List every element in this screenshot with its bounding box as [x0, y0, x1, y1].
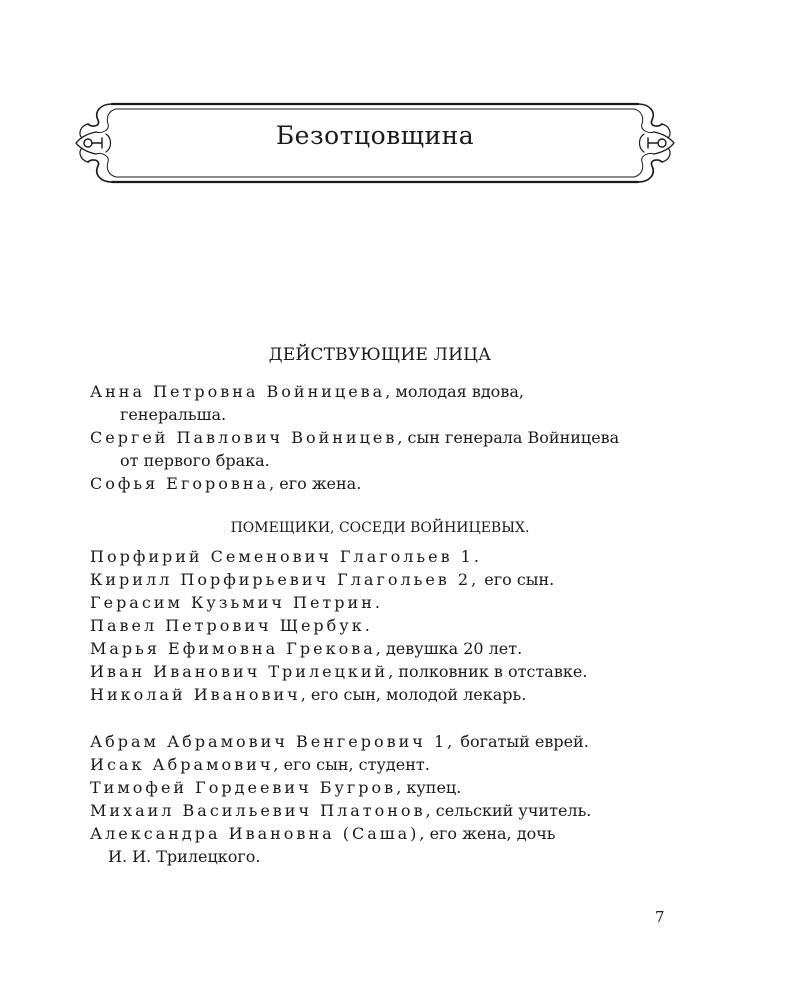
- character-name: Николай Иванович: [90, 685, 301, 704]
- list-item: [90, 637, 690, 660]
- character-desc: , его жена.: [269, 474, 362, 493]
- character-name: Михаил Васильевич Платонов: [90, 801, 426, 820]
- page-number: 7: [655, 908, 665, 926]
- list-item: [90, 545, 690, 568]
- character-desc-cont: И. И. Трилецкого.: [108, 847, 261, 866]
- character-desc: , его сын, молодой лекарь.: [300, 685, 527, 704]
- list-item: [90, 730, 690, 753]
- group-heading: ПОМЕЩИКИ, СОСЕДИ ВОЙНИЦЕВЫХ.: [230, 520, 530, 536]
- landowners-list: [90, 545, 690, 706]
- character-name: Герасим Кузьмич Петрин.: [90, 593, 383, 612]
- character-desc: , сын генерала Войницева: [397, 428, 620, 447]
- character-name: Иван Иванович Трилецкий: [90, 662, 389, 681]
- character-desc: богатый еврей.: [455, 732, 589, 751]
- list-item: [90, 568, 690, 591]
- character-desc-cont: генеральша.: [120, 405, 227, 424]
- list-item: [90, 614, 690, 637]
- character-name: Порфирий Семенович Глагольев 1.: [90, 547, 482, 566]
- list-item: [90, 591, 690, 614]
- list-item: [90, 426, 690, 472]
- character-name: Тимофей Гордеевич Бугров: [90, 778, 397, 797]
- list-item: [90, 799, 690, 822]
- character-name: Марья Ефимовна Грекова: [90, 639, 376, 658]
- character-name: Сергей Павлович Войницев: [90, 428, 398, 447]
- character-desc: , сельский учитель.: [425, 801, 592, 820]
- character-desc: , его жена, дочь: [419, 824, 556, 843]
- character-name: Павел Петрович Щербук.: [90, 616, 373, 635]
- character-name: Софья Егоровна: [90, 474, 270, 493]
- character-name: Анна Петровна Войницева: [90, 382, 386, 401]
- character-name: Александра Ивановна (Саша): [90, 824, 420, 843]
- character-desc-cont: от первого брака.: [120, 451, 270, 470]
- title-frame: [72, 98, 678, 188]
- character-name: Кирилл Порфирьевич Глагольев 2,: [90, 570, 480, 589]
- character-desc: , его сын, студент.: [273, 755, 430, 774]
- list-item: [90, 380, 690, 426]
- cast-heading: ДЕЙСТВУЮЩИЕ ЛИЦА: [268, 345, 492, 365]
- list-item: [90, 822, 690, 868]
- list-item: [90, 472, 690, 495]
- character-name: Абрам Абрамович Венгерович 1,: [90, 732, 456, 751]
- character-desc: , полковник в отставке.: [388, 662, 588, 681]
- character-desc: , девушка 20 лет.: [375, 639, 523, 658]
- list-item: [90, 660, 690, 683]
- page-title: Безотцовщина: [275, 121, 475, 150]
- list-item: [90, 683, 690, 706]
- family-list: [90, 380, 690, 495]
- character-desc: , купец.: [396, 778, 462, 797]
- list-item: [90, 753, 690, 776]
- character-desc: его сын.: [479, 570, 555, 589]
- character-name: Исак Абрамович: [90, 755, 274, 774]
- character-desc: , молодая вдова,: [385, 382, 524, 401]
- others-list: [90, 730, 690, 868]
- list-item: [90, 776, 690, 799]
